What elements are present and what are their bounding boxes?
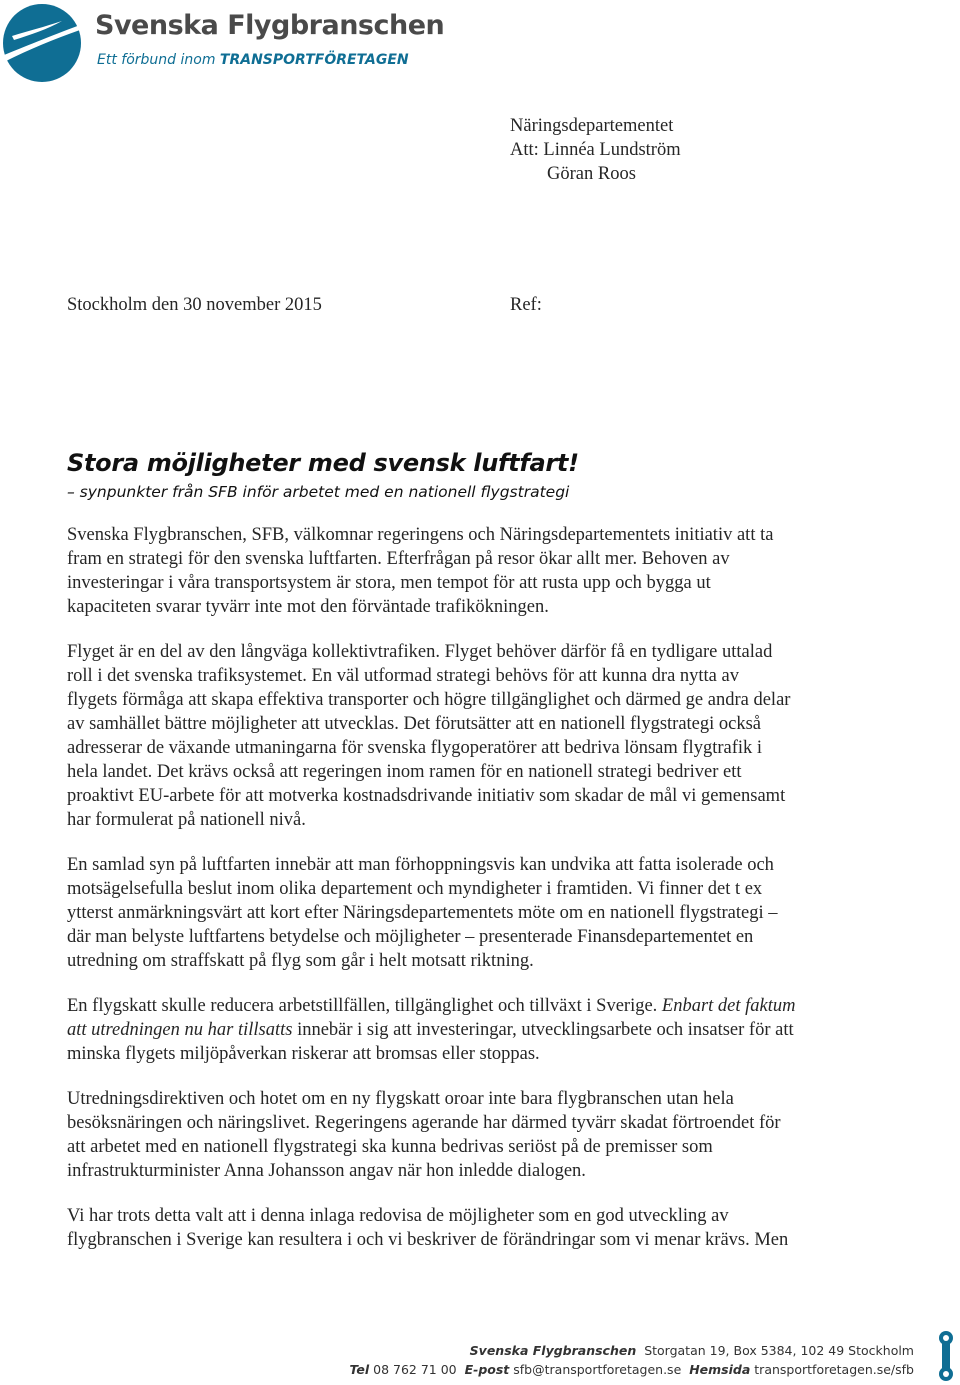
paragraph-3 bbox=[67, 853, 897, 973]
paragraph-line: Vi har trots detta valt att i denna inlaga redovisa de möjligheter som en god utveckling av bbox=[67, 1206, 729, 1226]
recipient-line-2: Att: Linnéa Lundström bbox=[510, 140, 681, 160]
paragraph-line: investeringar i våra transportsystem är stora, men tempot för att rusta upp och bygga ut bbox=[67, 573, 711, 593]
paragraph-4 bbox=[67, 994, 897, 1066]
footer-email-link[interactable]: sfb@transportforetagen.se bbox=[513, 1362, 682, 1377]
paragraph-italic-text: Enbart det faktum bbox=[661, 996, 796, 1016]
page-title: Stora möjligheter med svensk luftfart! bbox=[67, 449, 579, 477]
paragraph-line: infrastrukturminister Anna Johansson angav när hon inledde dialogen. bbox=[67, 1161, 586, 1181]
paragraph-line: har formulerat på nationell nivå. bbox=[67, 810, 306, 830]
paragraph-5 bbox=[67, 1087, 897, 1183]
paragraph-line: Svenska Flygbranschen, SFB, välkomnar regeringens och Näringsdepartementets initiativ att ta bbox=[67, 525, 774, 545]
recipient-line-1: Näringsdepartementet bbox=[510, 116, 674, 136]
paragraph-line: Utredningsdirektiven och hotet om en ny flygskatt oroar inte bara flygbranschen utan hela bbox=[67, 1089, 734, 1109]
footer-address-line bbox=[470, 1343, 914, 1358]
footer-logo-icon bbox=[936, 1330, 956, 1382]
paragraph-line bbox=[67, 994, 897, 1018]
paragraph-line: ytterst anmärkningsvärt att kort efter Näringsdepartementets möte om en nationell flygstrategi – bbox=[67, 903, 778, 923]
footer-org-name: Svenska Flygbranschen bbox=[469, 1343, 637, 1358]
paragraph-line: utredning om straffskatt på flyg som går i helt motsatt riktning. bbox=[67, 951, 534, 971]
footer-web-link[interactable]: transportforetagen.se/sfb bbox=[754, 1362, 914, 1377]
recipient-line-3: Göran Roos bbox=[547, 164, 636, 184]
paragraph-line: där man belyste luftfartens betydelse och möjligheter – presenterade Finansdepartementet en bbox=[67, 927, 754, 947]
paragraph-line: roll i det svenska trafiksystemet. En väl utformad strategi behövs för att kunna dra nytta av bbox=[67, 666, 739, 686]
paragraph-line: av samhället bättre möjligheter att utvecklas. Det förutsätter att en nationell flygstrategi också bbox=[67, 714, 762, 734]
logo-tagline-emphasis: TRANSPORTFÖRETAGEN bbox=[219, 52, 409, 68]
footer-web-label: Hemsida bbox=[689, 1362, 751, 1377]
recipient-block bbox=[510, 114, 681, 186]
paragraph-line: besöksnäringen och näringslivet. Regeringens agerande har därmed tyvärr skadat förtroendet för bbox=[67, 1113, 781, 1133]
paragraph-line: adresserar de växande utmaningarna för svenska flygoperatörer att bedriva lönsam flygtrafik i bbox=[67, 738, 763, 758]
paragraph-line: hela landet. Det krävs också att regeringen inom ramen för en nationell strategi bedriver ett bbox=[67, 762, 742, 782]
footer-tel: 08 762 71 00 bbox=[373, 1362, 457, 1377]
paragraph-line: flygets förmåga att skapa effektiva transporter och högre tillgänglighet och därmed ge andra delar bbox=[67, 690, 791, 710]
paragraph-6 bbox=[67, 1204, 897, 1252]
logo-name: Svenska Flygbranschen bbox=[95, 10, 445, 41]
footer-address: Storgatan 19, Box 5384, 102 49 Stockholm bbox=[644, 1343, 914, 1358]
page-subtitle: – synpunkter från SFB inför arbetet med en nationell flygstrategi bbox=[67, 483, 570, 501]
paragraph-line: minska flygets miljöpåverkan riskerar att bromsas eller stoppas. bbox=[67, 1044, 540, 1064]
ref-label: Ref: bbox=[510, 295, 542, 315]
paragraph-1 bbox=[67, 523, 897, 619]
logo-icon bbox=[2, 3, 82, 83]
footer-tel-label: Tel bbox=[349, 1362, 370, 1377]
paragraph-line: En samlad syn på luftfarten innebär att man förhoppningsvis kan undvika att fatta isolerade och bbox=[67, 855, 774, 875]
paragraph-line: att arbetet med en nationell flygstrategi ska kunna bedrivas seriöst på de premisser som bbox=[67, 1137, 713, 1157]
footer-contact-line bbox=[349, 1362, 914, 1377]
logo-tagline bbox=[97, 52, 409, 68]
paragraph-line bbox=[67, 1018, 897, 1042]
paragraph-text: innebär i sig att investeringar, utvecklingsarbete och insatser för att bbox=[292, 1020, 794, 1040]
footer-email-label: E-post bbox=[464, 1362, 510, 1377]
paragraph-line: proaktivt EU-arbete för att motverka kostnadsdrivande initiativ som skadar de mål vi gemensamt bbox=[67, 786, 786, 806]
paragraph-line: motsägelsefulla beslut inom olika departement och myndigheter i framtiden. Vi finner det t ex bbox=[67, 879, 763, 899]
paragraph-line: fram en strategi för den svenska luftfarten. Efterfrågan på resor ökar allt mer. Behoven av bbox=[67, 549, 730, 569]
paragraph-text: En flygskatt skulle reducera arbetstillfällen, tillgänglighet och tillväxt i Sverige. bbox=[67, 996, 662, 1016]
paragraph-italic-text: att utredningen nu har tillsatts bbox=[67, 1020, 293, 1040]
paragraph-line: flygbranschen i Sverige kan resultera i och vi beskriver de förändringar som vi menar krävs. Men bbox=[67, 1230, 789, 1250]
letter-body bbox=[67, 523, 897, 1273]
paragraph-line: Flyget är en del av den långväga kollektivtrafiken. Flyget behöver därför få en tydligare uttalad bbox=[67, 642, 773, 662]
paragraph-line: kapaciteten svarar tyvärr inte mot den förväntade trafikökningen. bbox=[67, 597, 549, 617]
date-line: Stockholm den 30 november 2015 bbox=[67, 295, 322, 315]
paragraph-2 bbox=[67, 640, 897, 832]
logo-tagline-prefix: Ett förbund inom bbox=[97, 52, 220, 68]
